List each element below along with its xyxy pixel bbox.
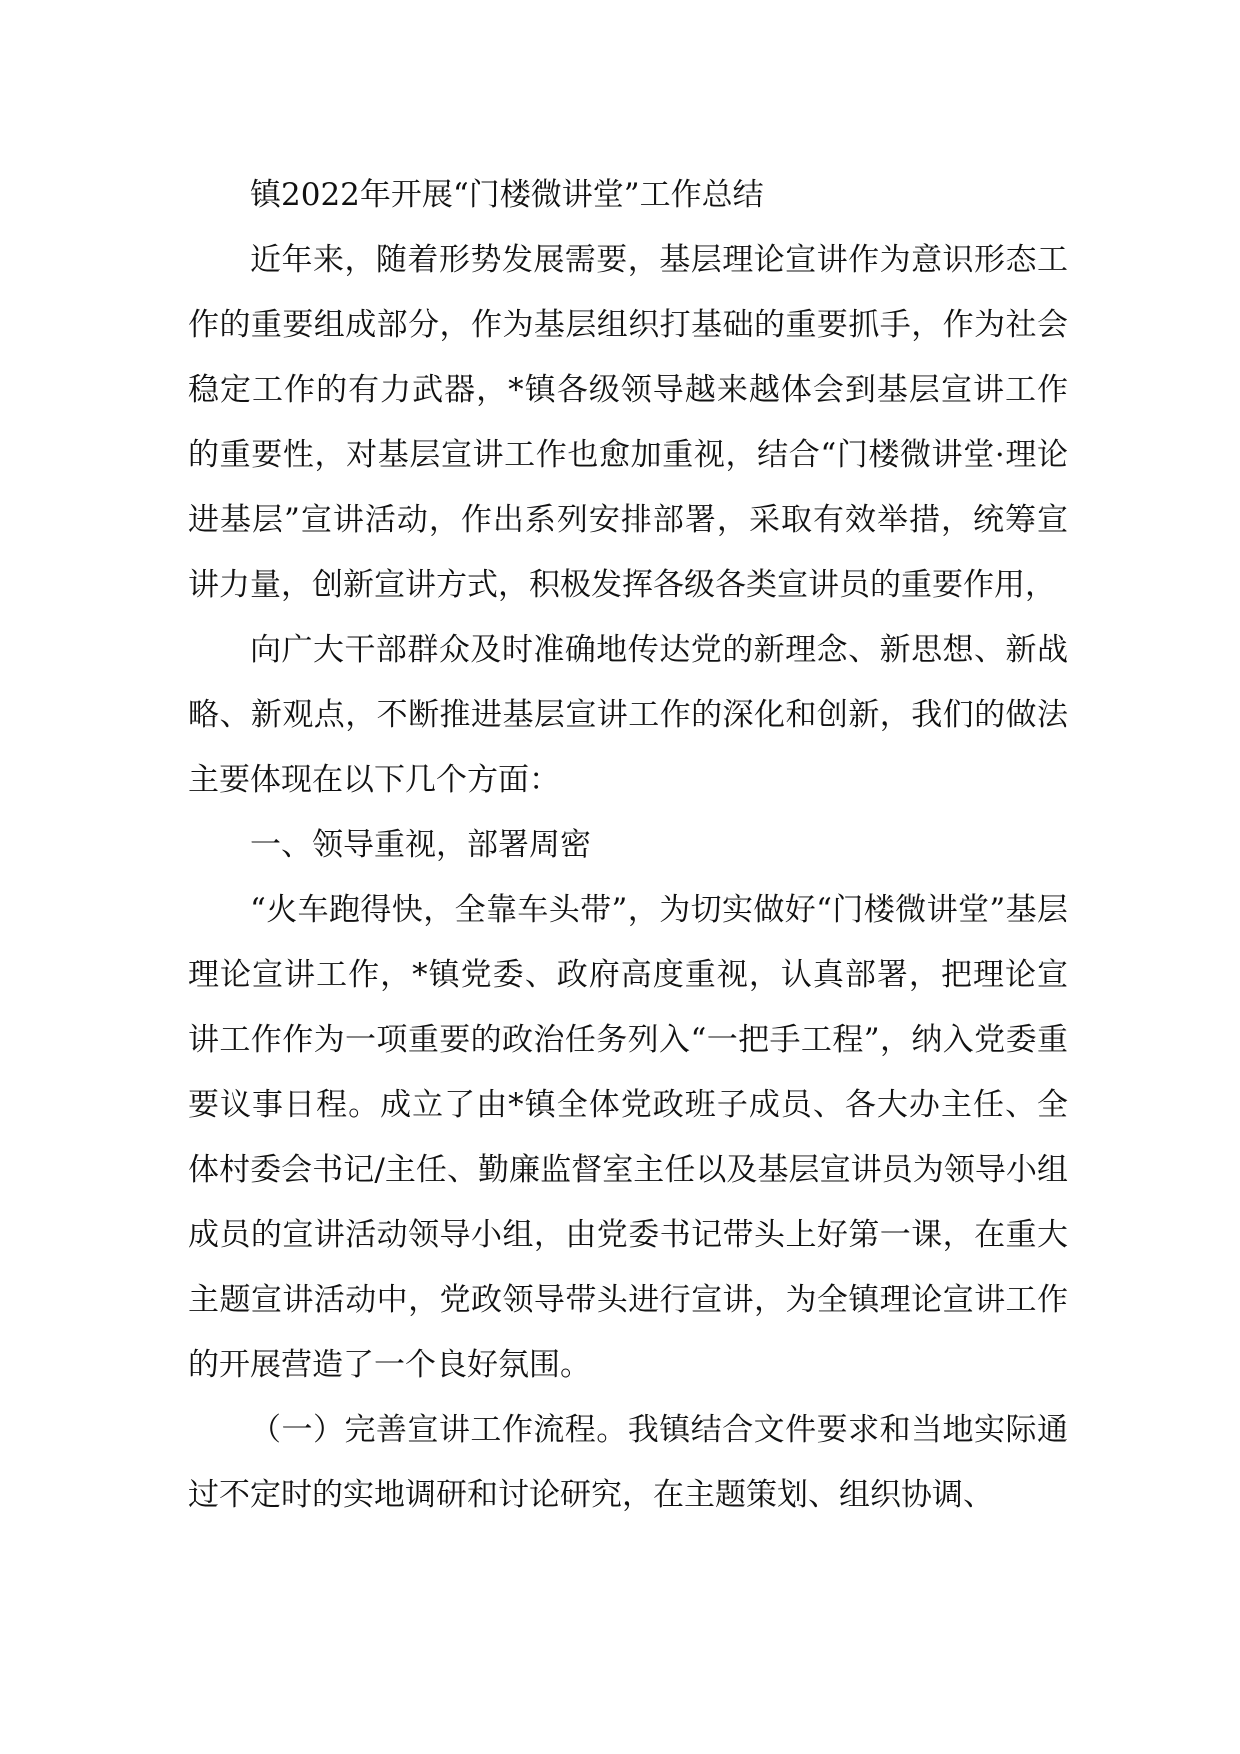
document-body bbox=[188, 163, 1068, 1528]
subsection-1: （一）完善宣讲工作流程。我镇结合文件要求和当地实际通过不定时的实地调研和讨论研究，在主题策划、组织协调、 bbox=[188, 1412, 1068, 1513]
section-heading-1: 一、领导重视，部署周密 bbox=[250, 827, 591, 863]
paragraph-leadership: “火车跑得快，全靠车头带”，为切实做好“门楼微讲堂”基层理论宣讲工作，*镇党委、政府高度重视，认真部署，把理论宣讲工作作为一项重要的政治任务列入“一把手工程”，纳入党委重要议事日程。成立了由*镇全体党政班子成员、各大办主任、全体村委会书记/主任、勤廉监督室主任以及基层宣讲员为领导小组成员的宣讲活动领导小组，由党委书记带头上好第一课，在重大主题宣讲活动中，党政领导带头进行宣讲，为全镇理论宣讲工作的开展营造了一个良好氛围。 bbox=[188, 892, 1068, 1383]
paragraph-purpose: 向广大干部群众及时准确地传达党的新理念、新思想、新战略、新观点，不断推进基层宣讲工作的深化和创新，我们的做法主要体现在以下几个方面： bbox=[188, 632, 1068, 798]
paragraph-intro: 近年来，随着形势发展需要，基层理论宣讲作为意识形态工作的重要组成部分，作为基层组织打基础的重要抓手，作为社会稳定工作的有力武器，*镇各级领导越来越体会到基层宣讲工作的重要性，对基层宣讲工作也愈加重视，结合“门楼微讲堂·理论进基层”宣讲活动，作出系列安排部署，采取有效举措，统筹宣讲力量，创新宣讲方式，积极发挥各级各类宣讲员的重要作用， bbox=[188, 242, 1068, 603]
document-title: 镇2022年开展“门楼微讲堂”工作总结 bbox=[250, 177, 764, 213]
